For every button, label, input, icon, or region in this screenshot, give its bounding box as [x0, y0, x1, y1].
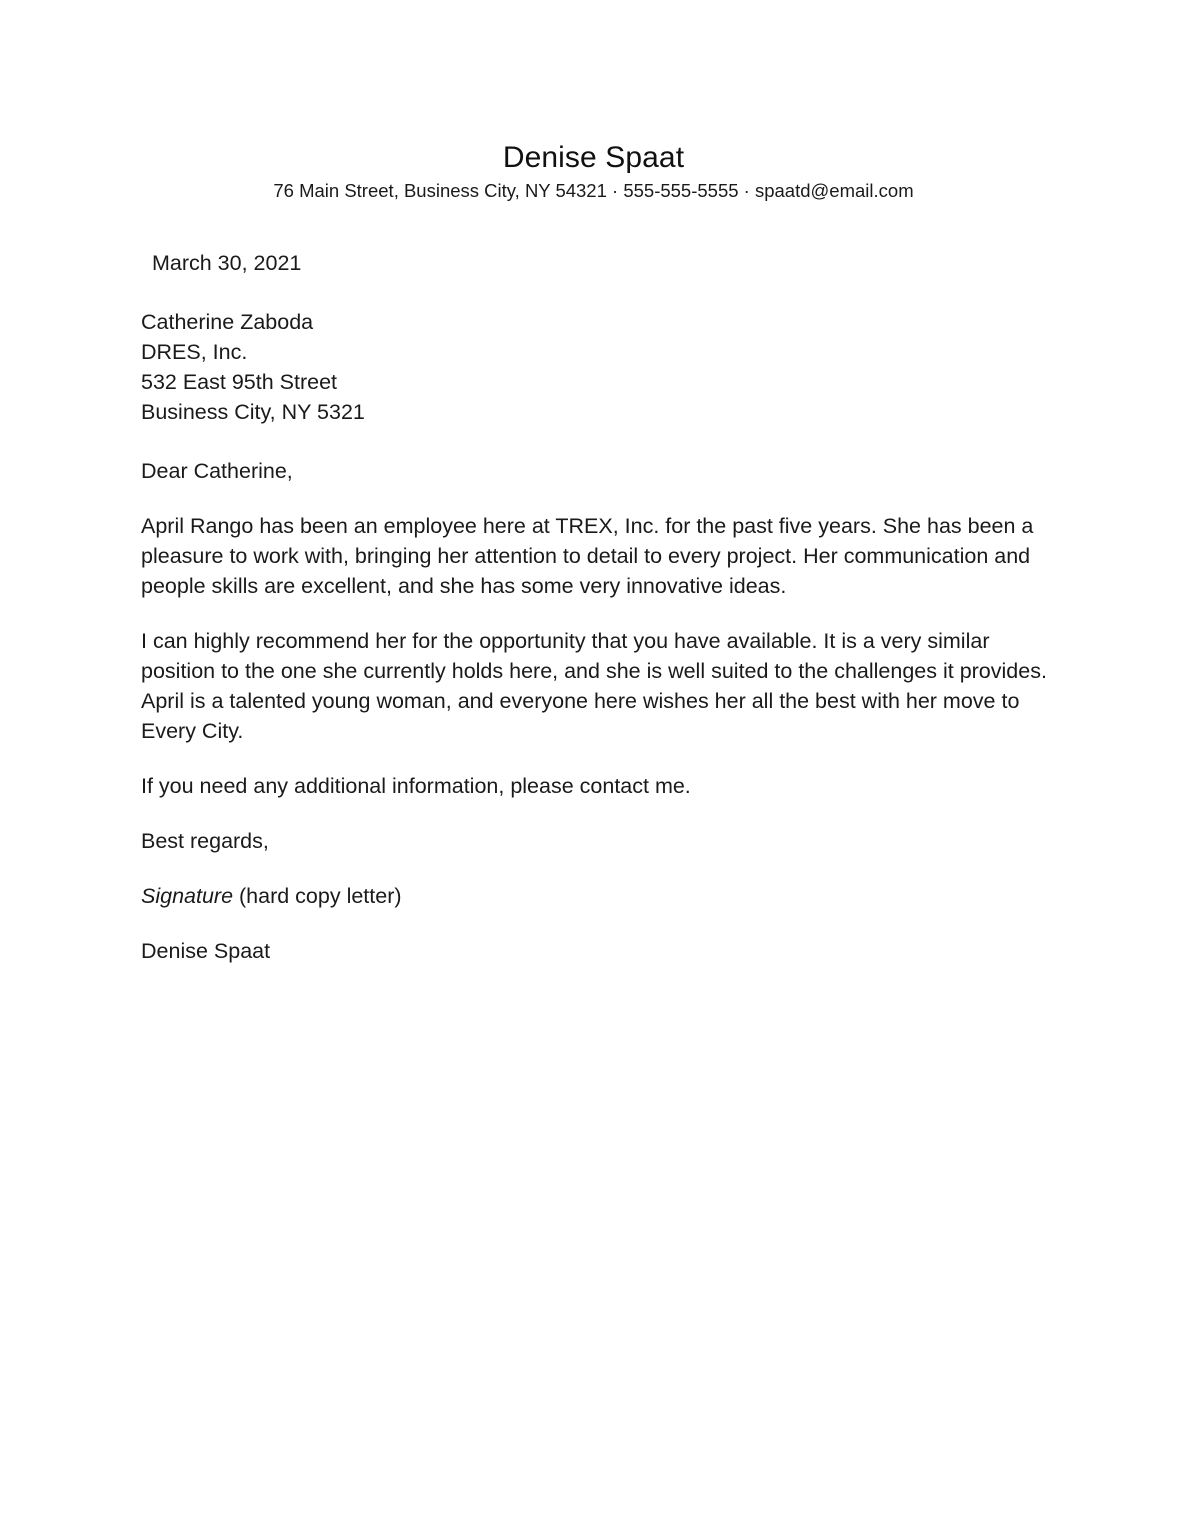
letter-body	[141, 248, 1053, 966]
letterhead	[0, 140, 1187, 204]
closing-salutation: Best regards,	[141, 829, 269, 853]
signature-note-rest: (hard copy letter)	[233, 884, 402, 908]
signature-note-italic: Signature	[141, 884, 234, 908]
sender-name-heading: Denise Spaat	[502, 141, 685, 174]
recipient-name: Catherine Zaboda	[141, 310, 314, 334]
recipient-address-block	[141, 307, 1053, 427]
body-paragraph: April Rango has been an employee here at TREX, Inc. for the past five years. She has been a pleasure to work with, bringing her attention to detail to every project. Her communication and people skills are excellent, and she has some very innovative ideas.	[141, 514, 1034, 598]
signature-name: Denise Spaat	[141, 939, 271, 963]
recipient-company: DRES, Inc.	[141, 340, 248, 364]
recipient-street: 532 East 95th Street	[141, 370, 338, 394]
signature-note	[141, 881, 1053, 911]
body-paragraph: If you need any additional information, please contact me.	[141, 774, 691, 798]
sender-contact-line: 76 Main Street, Business City, NY 54321 · 555-555-5555 · spaatd@email.com	[273, 180, 914, 201]
salutation: Dear Catherine,	[141, 459, 293, 483]
letter-date: March 30, 2021	[146, 251, 302, 275]
recipient-city-state-zip: Business City, NY 5321	[141, 400, 365, 424]
body-paragraph: I can highly recommend her for the opportunity that you have available. It is a very similar position to the one she currently holds here, and she is well suited to the challenges it provides. April is a talented young woman, and everyone here wishes her all the best with her move to Every City.	[141, 629, 1047, 743]
